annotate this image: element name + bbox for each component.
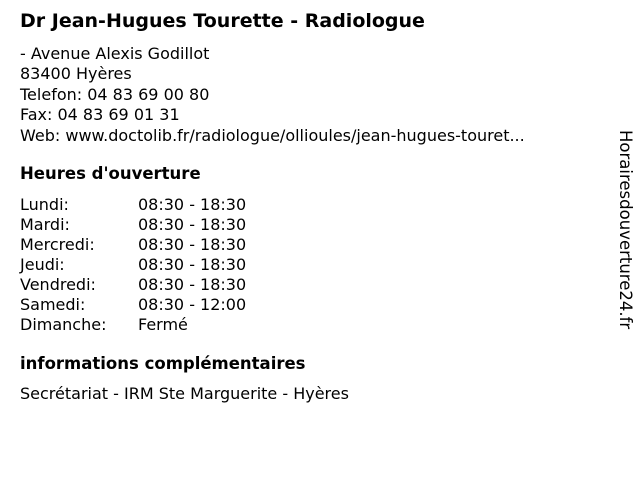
- hours-value: 08:30 - 18:30: [138, 195, 247, 214]
- day-label: Samedi:: [20, 295, 86, 314]
- day-label: Mercredi:: [20, 235, 95, 254]
- day-label: Lundi:: [20, 195, 69, 214]
- day-label: Vendredi:: [20, 275, 96, 294]
- website-link[interactable]: Web: www.doctolib.fr/radiologue/ollioules/jean-hugues-touret...: [20, 125, 525, 145]
- day-label: Mardi:: [20, 215, 70, 234]
- opening-hours-table: [20, 195, 246, 335]
- hours-row: [20, 215, 246, 235]
- additional-info-heading: informations complémentaires: [20, 354, 306, 373]
- site-brand-label: Horairesdouverture24.fr: [616, 130, 635, 330]
- day-label: Dimanche:: [20, 315, 107, 334]
- hours-value: 08:30 - 18:30: [138, 255, 247, 274]
- address-street: - Avenue Alexis Godillot: [20, 44, 210, 63]
- opening-hours-heading: Heures d'ouverture: [20, 164, 201, 183]
- hours-row: [20, 295, 246, 315]
- hours-row: [20, 275, 246, 295]
- hours-value: 08:30 - 18:30: [138, 275, 247, 294]
- contact-block: [20, 44, 525, 146]
- additional-info-text: Secrétariat - IRM Ste Marguerite - Hyères: [20, 384, 349, 403]
- hours-row: [20, 255, 246, 275]
- hours-value: 08:30 - 18:30: [138, 235, 247, 254]
- day-label: Jeudi:: [20, 255, 65, 274]
- hours-row: [20, 195, 246, 215]
- hours-value: 08:30 - 12:00: [138, 295, 247, 314]
- fax-number: Fax: 04 83 69 01 31: [20, 105, 180, 125]
- hours-row: [20, 315, 246, 335]
- page-title: Dr Jean-Hugues Tourette - Radiologue: [20, 10, 425, 32]
- hours-value: 08:30 - 18:30: [138, 215, 247, 234]
- phone-number[interactable]: Telefon: 04 83 69 00 80: [20, 84, 210, 104]
- hours-row: [20, 235, 246, 255]
- hours-value: Fermé: [138, 315, 188, 334]
- address-city: 83400 Hyères: [20, 64, 132, 84]
